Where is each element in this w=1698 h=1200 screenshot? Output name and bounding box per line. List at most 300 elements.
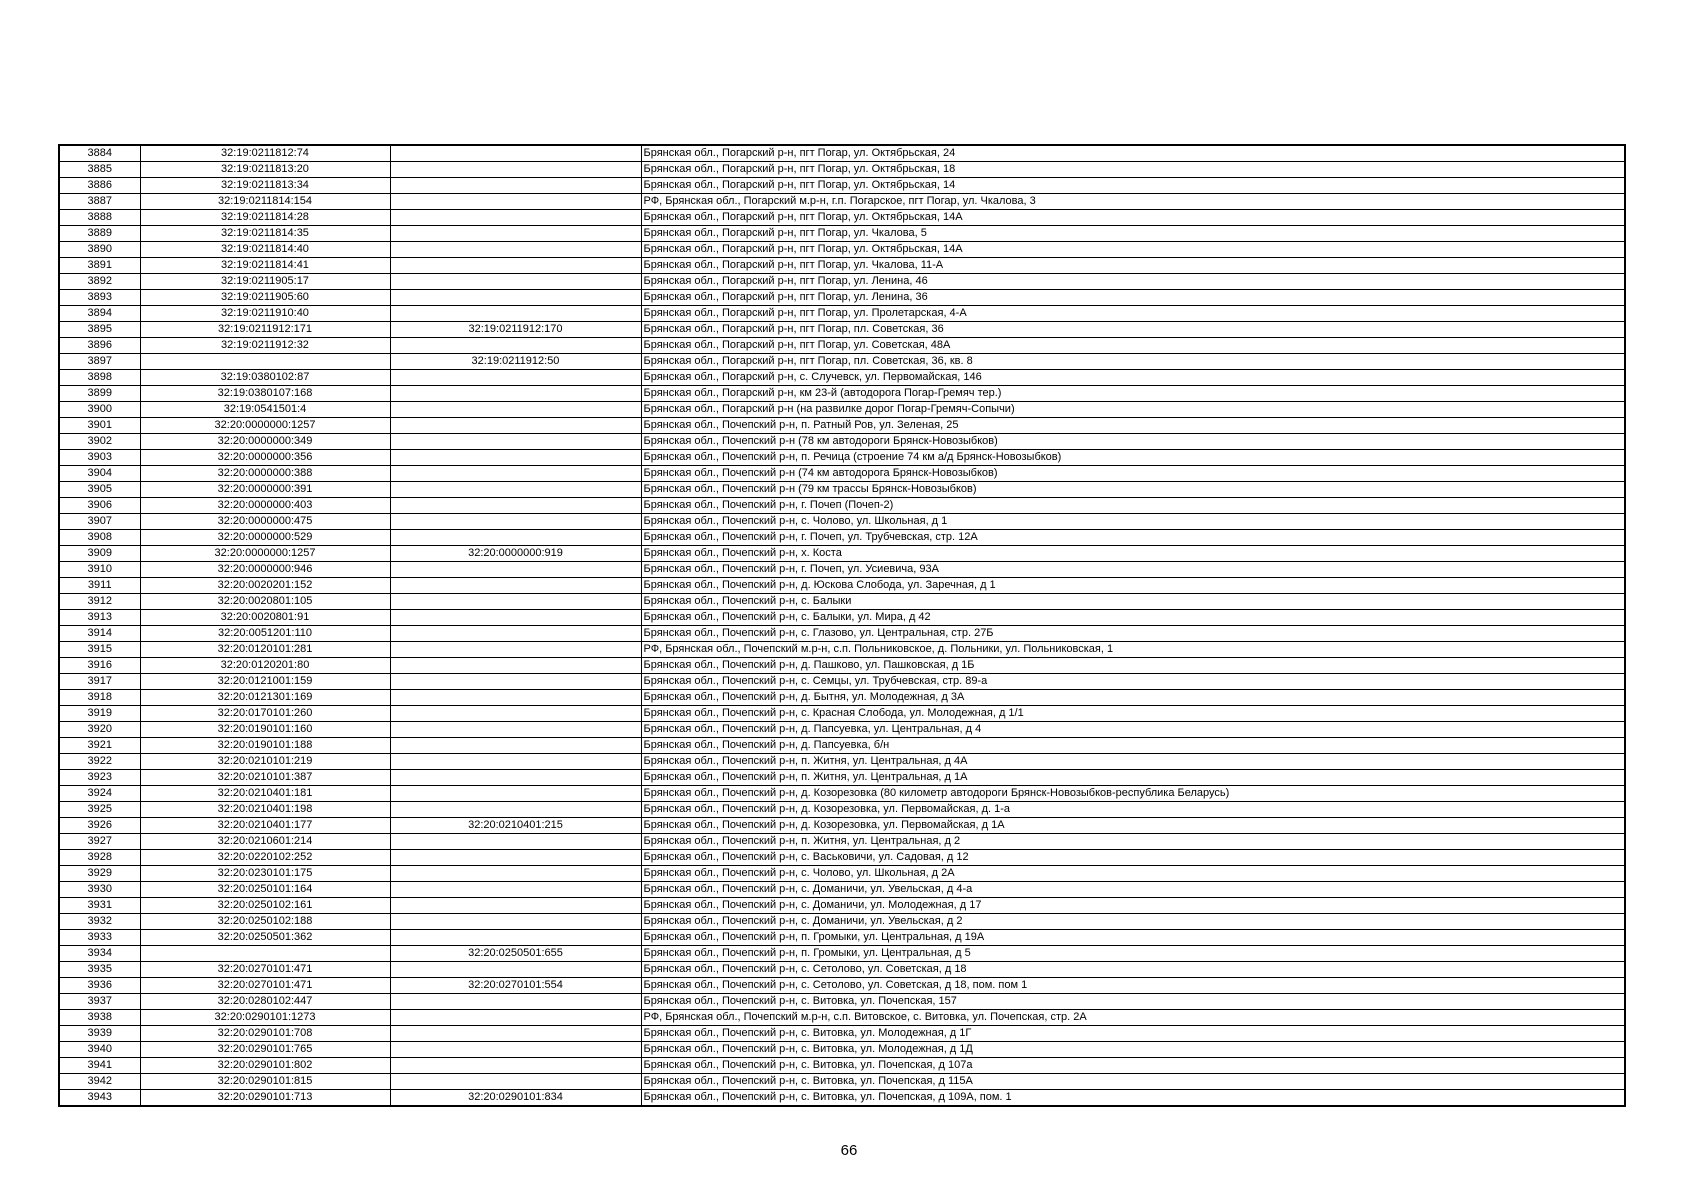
cadastral-number-cell: 32:20:0290101:713	[140, 1090, 390, 1107]
cadastral-number-cell: 32:19:0380102:87	[140, 370, 390, 386]
parent-cadastral-number-cell	[390, 370, 641, 386]
table-row	[59, 226, 1625, 242]
address-cell: Брянская обл., Почепский р-н, п. Громыки, ул. Центральная, д 19А	[641, 930, 1625, 946]
row-number-cell: 3894	[59, 306, 140, 322]
row-number-cell: 3928	[59, 850, 140, 866]
cadastral-number-cell: 32:20:0250501:362	[140, 930, 390, 946]
row-number-cell: 3892	[59, 274, 140, 290]
row-number-cell: 3901	[59, 418, 140, 434]
registry-table	[58, 144, 1626, 1107]
address-cell: Брянская обл., Почепский р-н, д. Козорезовка, ул. Первомайская, д 1А	[641, 818, 1625, 834]
parent-cadastral-number-cell	[390, 882, 641, 898]
row-number-cell: 3943	[59, 1090, 140, 1107]
table-row	[59, 946, 1625, 962]
address-cell: Брянская обл., Почепский р-н, с. Чолово, ул. Школьная, д 2А	[641, 866, 1625, 882]
cadastral-number-cell	[140, 946, 390, 962]
address-cell: Брянская обл., Почепский р-н, г. Почеп, ул. Трубчевская, стр. 12А	[641, 530, 1625, 546]
row-number-cell: 3885	[59, 162, 140, 178]
row-number-cell: 3899	[59, 386, 140, 402]
row-number-cell: 3905	[59, 482, 140, 498]
row-number-cell: 3906	[59, 498, 140, 514]
parent-cadastral-number-cell	[390, 482, 641, 498]
address-cell: Брянская обл., Почепский р-н, г. Почеп (Почеп-2)	[641, 498, 1625, 514]
parent-cadastral-number-cell: 32:19:0211912:50	[390, 354, 641, 370]
cadastral-number-cell: 32:20:0000000:388	[140, 466, 390, 482]
address-cell: Брянская обл., Почепский р-н, с. Витовка, ул. Почепская, д 109А, пом. 1	[641, 1090, 1625, 1107]
address-cell: Брянская обл., Погарский р-н, пгт Погар, ул. Октябрьская, 14А	[641, 210, 1625, 226]
row-number-cell: 3942	[59, 1074, 140, 1090]
table-row	[59, 834, 1625, 850]
cadastral-number-cell: 32:20:0290101:708	[140, 1026, 390, 1042]
parent-cadastral-number-cell	[390, 802, 641, 818]
address-cell: Брянская обл., Погарский р-н, пгт Погар, ул. Ленина, 46	[641, 274, 1625, 290]
address-cell: Брянская обл., Почепский р-н, п. Житня, ул. Центральная, д 1А	[641, 770, 1625, 786]
parent-cadastral-number-cell	[390, 290, 641, 306]
address-cell: Брянская обл., Почепский р-н, д. Пашково, ул. Пашковская, д 1Б	[641, 658, 1625, 674]
row-number-cell: 3934	[59, 946, 140, 962]
row-number-cell: 3907	[59, 514, 140, 530]
address-cell: Брянская обл., Погарский р-н, пгт Погар, ул. Пролетарская, 4-А	[641, 306, 1625, 322]
cadastral-number-cell: 32:20:0121001:159	[140, 674, 390, 690]
parent-cadastral-number-cell	[390, 866, 641, 882]
row-number-cell: 3913	[59, 610, 140, 626]
row-number-cell: 3887	[59, 194, 140, 210]
cadastral-number-cell: 32:19:0211905:60	[140, 290, 390, 306]
row-number-cell: 3900	[59, 402, 140, 418]
parent-cadastral-number-cell	[390, 1042, 641, 1058]
row-number-cell: 3912	[59, 594, 140, 610]
cadastral-number-cell: 32:19:0541501:4	[140, 402, 390, 418]
address-cell: Брянская обл., Почепский р-н, г. Почеп, ул. Усиевича, 93А	[641, 562, 1625, 578]
row-number-cell: 3925	[59, 802, 140, 818]
row-number-cell: 3927	[59, 834, 140, 850]
parent-cadastral-number-cell: 32:20:0210401:215	[390, 818, 641, 834]
table-row	[59, 370, 1625, 386]
table-row	[59, 962, 1625, 978]
cadastral-number-cell: 32:20:0000000:1257	[140, 546, 390, 562]
address-cell: Брянская обл., Почепский р-н, п. Житня, ул. Центральная, д 4А	[641, 754, 1625, 770]
table-row	[59, 546, 1625, 562]
table-row	[59, 145, 1625, 162]
row-number-cell: 3904	[59, 466, 140, 482]
parent-cadastral-number-cell	[390, 1074, 641, 1090]
table-row	[59, 754, 1625, 770]
table-row	[59, 898, 1625, 914]
table-row	[59, 994, 1625, 1010]
cadastral-number-cell: 32:20:0290101:765	[140, 1042, 390, 1058]
address-cell: Брянская обл., Почепский р-н, п. Житня, ул. Центральная, д 2	[641, 834, 1625, 850]
cadastral-number-cell: 32:19:0211814:154	[140, 194, 390, 210]
address-cell: Брянская обл., Почепский р-н, д. Козорезовка, ул. Первомайская, д. 1-а	[641, 802, 1625, 818]
parent-cadastral-number-cell	[390, 898, 641, 914]
table-row	[59, 850, 1625, 866]
table-row	[59, 1026, 1625, 1042]
table-row	[59, 1090, 1625, 1107]
table-row	[59, 402, 1625, 418]
table-row	[59, 578, 1625, 594]
table-row	[59, 306, 1625, 322]
parent-cadastral-number-cell	[390, 770, 641, 786]
cadastral-number-cell: 32:20:0121301:169	[140, 690, 390, 706]
parent-cadastral-number-cell: 32:19:0211912:170	[390, 322, 641, 338]
cadastral-number-cell: 32:20:0190101:188	[140, 738, 390, 754]
address-cell: Брянская обл., Погарский р-н, пгт Погар, пл. Советская, 36, кв. 8	[641, 354, 1625, 370]
cadastral-number-cell: 32:20:0290101:802	[140, 1058, 390, 1074]
table-row	[59, 770, 1625, 786]
address-cell: Брянская обл., Погарский р-н, пгт Погар, ул. Октябрьская, 14	[641, 178, 1625, 194]
row-number-cell: 3884	[59, 145, 140, 162]
cadastral-number-cell: 32:20:0210401:198	[140, 802, 390, 818]
row-number-cell: 3932	[59, 914, 140, 930]
address-cell: Брянская обл., Почепский р-н, д. Юскова Слобода, ул. Заречная, д 1	[641, 578, 1625, 594]
cadastral-number-cell: 32:20:0000000:475	[140, 514, 390, 530]
row-number-cell: 3909	[59, 546, 140, 562]
parent-cadastral-number-cell	[390, 994, 641, 1010]
row-number-cell: 3918	[59, 690, 140, 706]
cadastral-number-cell: 32:20:0280102:447	[140, 994, 390, 1010]
table-row	[59, 338, 1625, 354]
parent-cadastral-number-cell	[390, 674, 641, 690]
cadastral-number-cell: 32:20:0290101:1273	[140, 1010, 390, 1026]
address-cell: Брянская обл., Почепский р-н (79 км трассы Брянск-Новозыбков)	[641, 482, 1625, 498]
table-row	[59, 434, 1625, 450]
cadastral-number-cell: 32:20:0000000:349	[140, 434, 390, 450]
cadastral-number-cell: 32:19:0211912:32	[140, 338, 390, 354]
cadastral-number-cell: 32:20:0120101:281	[140, 642, 390, 658]
cadastral-number-cell: 32:20:0230101:175	[140, 866, 390, 882]
row-number-cell: 3938	[59, 1010, 140, 1026]
cadastral-number-cell: 32:19:0211814:35	[140, 226, 390, 242]
parent-cadastral-number-cell	[390, 226, 641, 242]
address-cell: Брянская обл., Погарский р-н, пгт Погар, ул. Чкалова, 11-А	[641, 258, 1625, 274]
address-cell: Брянская обл., Почепский р-н, с. Доманичи, ул. Увельская, д 4-а	[641, 882, 1625, 898]
row-number-cell: 3935	[59, 962, 140, 978]
table-row	[59, 530, 1625, 546]
row-number-cell: 3888	[59, 210, 140, 226]
parent-cadastral-number-cell	[390, 530, 641, 546]
table-row	[59, 242, 1625, 258]
table-row	[59, 594, 1625, 610]
table-row	[59, 482, 1625, 498]
table-row	[59, 418, 1625, 434]
parent-cadastral-number-cell	[390, 930, 641, 946]
row-number-cell: 3908	[59, 530, 140, 546]
address-cell: Брянская обл., Почепский р-н, с. Васьковичи, ул. Садовая, д 12	[641, 850, 1625, 866]
table-row	[59, 274, 1625, 290]
address-cell: Брянская обл., Погарский р-н, км 23-й (автодорога Погар-Гремяч тер.)	[641, 386, 1625, 402]
cadastral-number-cell: 32:19:0380107:168	[140, 386, 390, 402]
parent-cadastral-number-cell	[390, 1010, 641, 1026]
row-number-cell: 3893	[59, 290, 140, 306]
row-number-cell: 3891	[59, 258, 140, 274]
parent-cadastral-number-cell	[390, 1026, 641, 1042]
table-row	[59, 610, 1625, 626]
parent-cadastral-number-cell	[390, 706, 641, 722]
cadastral-number-cell	[140, 354, 390, 370]
cadastral-number-cell: 32:20:0210601:214	[140, 834, 390, 850]
table-row	[59, 706, 1625, 722]
row-number-cell: 3915	[59, 642, 140, 658]
table-row	[59, 466, 1625, 482]
parent-cadastral-number-cell	[390, 514, 641, 530]
table-row	[59, 866, 1625, 882]
address-cell: Брянская обл., Почепский р-н, п. Ратный Ров, ул. Зеленая, 25	[641, 418, 1625, 434]
parent-cadastral-number-cell	[390, 242, 641, 258]
table-row	[59, 194, 1625, 210]
cadastral-number-cell: 32:20:0190101:160	[140, 722, 390, 738]
parent-cadastral-number-cell	[390, 914, 641, 930]
parent-cadastral-number-cell: 32:20:0000000:919	[390, 546, 641, 562]
address-cell: Брянская обл., Почепский р-н, с. Доманичи, ул. Молодежная, д 17	[641, 898, 1625, 914]
parent-cadastral-number-cell	[390, 962, 641, 978]
table-row	[59, 354, 1625, 370]
table-row	[59, 1058, 1625, 1074]
table-row	[59, 450, 1625, 466]
parent-cadastral-number-cell	[390, 162, 641, 178]
row-number-cell: 3890	[59, 242, 140, 258]
parent-cadastral-number-cell	[390, 626, 641, 642]
row-number-cell: 3902	[59, 434, 140, 450]
row-number-cell: 3895	[59, 322, 140, 338]
row-number-cell: 3939	[59, 1026, 140, 1042]
cadastral-number-cell: 32:20:0051201:110	[140, 626, 390, 642]
cadastral-number-cell: 32:20:0170101:260	[140, 706, 390, 722]
row-number-cell: 3941	[59, 1058, 140, 1074]
table-row	[59, 674, 1625, 690]
table-row	[59, 642, 1625, 658]
table-row	[59, 738, 1625, 754]
parent-cadastral-number-cell	[390, 850, 641, 866]
parent-cadastral-number-cell	[390, 594, 641, 610]
row-number-cell: 3886	[59, 178, 140, 194]
table-row	[59, 562, 1625, 578]
address-cell: Брянская обл., Погарский р-н, пгт Погар, ул. Октябрьская, 24	[641, 145, 1625, 162]
table-row	[59, 930, 1625, 946]
address-cell: Брянская обл., Почепский р-н, с. Балыки	[641, 594, 1625, 610]
address-cell: РФ, Брянская обл., Почепский м.р-н, с.п. Польниковское, д. Польники, ул. Польниковская, 1	[641, 642, 1625, 658]
table-row	[59, 1042, 1625, 1058]
cadastral-number-cell: 32:20:0020801:105	[140, 594, 390, 610]
table-row	[59, 514, 1625, 530]
cadastral-number-cell: 32:19:0211812:74	[140, 145, 390, 162]
row-number-cell: 3889	[59, 226, 140, 242]
address-cell: Брянская обл., Погарский р-н, с. Случевск, ул. Первомайская, 146	[641, 370, 1625, 386]
row-number-cell: 3924	[59, 786, 140, 802]
row-number-cell: 3933	[59, 930, 140, 946]
parent-cadastral-number-cell	[390, 834, 641, 850]
table-row	[59, 786, 1625, 802]
address-cell: РФ, Брянская обл., Погарский м.р-н, г.п. Погарское, пгт Погар, ул. Чкалова, 3	[641, 194, 1625, 210]
table-row	[59, 386, 1625, 402]
row-number-cell: 3911	[59, 578, 140, 594]
row-number-cell: 3920	[59, 722, 140, 738]
cadastral-number-cell: 32:20:0000000:946	[140, 562, 390, 578]
row-number-cell: 3937	[59, 994, 140, 1010]
parent-cadastral-number-cell	[390, 145, 641, 162]
cadastral-number-cell: 32:20:0000000:356	[140, 450, 390, 466]
cadastral-number-cell: 32:20:0210401:177	[140, 818, 390, 834]
parent-cadastral-number-cell	[390, 690, 641, 706]
address-cell: Брянская обл., Почепский р-н, с. Витовка, ул. Молодежная, д 1Г	[641, 1026, 1625, 1042]
parent-cadastral-number-cell	[390, 786, 641, 802]
cadastral-number-cell: 32:20:0290101:815	[140, 1074, 390, 1090]
cadastral-number-cell: 32:20:0020801:91	[140, 610, 390, 626]
parent-cadastral-number-cell	[390, 274, 641, 290]
table-row	[59, 802, 1625, 818]
cadastral-number-cell: 32:20:0000000:529	[140, 530, 390, 546]
parent-cadastral-number-cell: 32:20:0290101:834	[390, 1090, 641, 1107]
parent-cadastral-number-cell	[390, 258, 641, 274]
parent-cadastral-number-cell	[390, 402, 641, 418]
row-number-cell: 3929	[59, 866, 140, 882]
parent-cadastral-number-cell	[390, 610, 641, 626]
cadastral-number-cell: 32:20:0250102:188	[140, 914, 390, 930]
cadastral-number-cell: 32:20:0210401:181	[140, 786, 390, 802]
table-row	[59, 1074, 1625, 1090]
parent-cadastral-number-cell	[390, 578, 641, 594]
row-number-cell: 3898	[59, 370, 140, 386]
cadastral-number-cell: 32:19:0211814:41	[140, 258, 390, 274]
parent-cadastral-number-cell	[390, 178, 641, 194]
table-row	[59, 882, 1625, 898]
address-cell: Брянская обл., Почепский р-н, д. Папсуевка, ул. Центральная, д 4	[641, 722, 1625, 738]
parent-cadastral-number-cell	[390, 450, 641, 466]
table-body	[59, 145, 1625, 1106]
cadastral-number-cell: 32:19:0211813:20	[140, 162, 390, 178]
cadastral-number-cell: 32:19:0211905:17	[140, 274, 390, 290]
address-cell: Брянская обл., Почепский р-н, п. Речица (строение 74 км а/д Брянск-Новозыбков)	[641, 450, 1625, 466]
address-cell: Брянская обл., Погарский р-н, пгт Погар, пл. Советская, 36	[641, 322, 1625, 338]
parent-cadastral-number-cell	[390, 338, 641, 354]
row-number-cell: 3936	[59, 978, 140, 994]
cadastral-number-cell: 32:20:0000000:1257	[140, 418, 390, 434]
row-number-cell: 3910	[59, 562, 140, 578]
row-number-cell: 3903	[59, 450, 140, 466]
parent-cadastral-number-cell	[390, 754, 641, 770]
cadastral-number-cell: 32:20:0020201:152	[140, 578, 390, 594]
address-cell: РФ, Брянская обл., Почепский м.р-н, с.п. Витовское, с. Витовка, ул. Почепская, стр. 2А	[641, 1010, 1625, 1026]
table-row	[59, 290, 1625, 306]
address-cell: Брянская обл., Почепский р-н, с. Сетолово, ул. Советская, д 18	[641, 962, 1625, 978]
table-row	[59, 914, 1625, 930]
row-number-cell: 3922	[59, 754, 140, 770]
address-cell: Брянская обл., Почепский р-н, д. Папсуевка, б/н	[641, 738, 1625, 754]
parent-cadastral-number-cell	[390, 738, 641, 754]
cadastral-number-cell: 32:19:0211910:40	[140, 306, 390, 322]
table-row	[59, 722, 1625, 738]
parent-cadastral-number-cell	[390, 658, 641, 674]
row-number-cell: 3923	[59, 770, 140, 786]
table-row	[59, 658, 1625, 674]
parent-cadastral-number-cell	[390, 466, 641, 482]
address-cell: Брянская обл., Почепский р-н, с. Витовка, ул. Молодежная, д 1Д	[641, 1042, 1625, 1058]
address-cell: Брянская обл., Почепский р-н, с. Семцы, ул. Трубчевская, стр. 89-а	[641, 674, 1625, 690]
parent-cadastral-number-cell	[390, 210, 641, 226]
table-row	[59, 626, 1625, 642]
address-cell: Брянская обл., Почепский р-н, с. Витовка, ул. Почепская, д 115А	[641, 1074, 1625, 1090]
address-cell: Брянская обл., Почепский р-н, с. Глазово, ул. Центральная, стр. 27Б	[641, 626, 1625, 642]
address-cell: Брянская обл., Почепский р-н, х. Коста	[641, 546, 1625, 562]
cadastral-number-cell: 32:20:0250102:161	[140, 898, 390, 914]
cadastral-number-cell: 32:20:0250101:164	[140, 882, 390, 898]
cadastral-number-cell: 32:19:0211813:34	[140, 178, 390, 194]
row-number-cell: 3916	[59, 658, 140, 674]
address-cell: Брянская обл., Погарский р-н, пгт Погар, ул. Советская, 48А	[641, 338, 1625, 354]
address-cell: Брянская обл., Почепский р-н (78 км автодороги Брянск-Новозыбков)	[641, 434, 1625, 450]
address-cell: Брянская обл., Почепский р-н, с. Балыки, ул. Мира, д 42	[641, 610, 1625, 626]
page-number: 66	[840, 1142, 858, 1159]
cadastral-number-cell: 32:20:0000000:403	[140, 498, 390, 514]
table-row	[59, 322, 1625, 338]
address-cell: Брянская обл., Почепский р-н, д. Бытня, ул. Молодежная, д 3А	[641, 690, 1625, 706]
row-number-cell: 3940	[59, 1042, 140, 1058]
parent-cadastral-number-cell	[390, 498, 641, 514]
cadastral-number-cell: 32:20:0220102:252	[140, 850, 390, 866]
address-cell: Брянская обл., Почепский р-н, с. Доманичи, ул. Увельская, д 2	[641, 914, 1625, 930]
table-row	[59, 162, 1625, 178]
address-cell: Брянская обл., Погарский р-н (на развилке дорог Погар-Гремяч-Сопычи)	[641, 402, 1625, 418]
table-row	[59, 818, 1625, 834]
table-row	[59, 690, 1625, 706]
cadastral-number-cell: 32:19:0211814:40	[140, 242, 390, 258]
address-cell: Брянская обл., Почепский р-н (74 км автодорога Брянск-Новозыбков)	[641, 466, 1625, 482]
table-row	[59, 498, 1625, 514]
cadastral-number-cell: 32:20:0270101:471	[140, 978, 390, 994]
table-row	[59, 210, 1625, 226]
row-number-cell: 3926	[59, 818, 140, 834]
row-number-cell: 3897	[59, 354, 140, 370]
address-cell: Брянская обл., Погарский р-н, пгт Погар, ул. Октябрьская, 14А	[641, 242, 1625, 258]
address-cell: Брянская обл., Почепский р-н, п. Громыки, ул. Центральная, д 5	[641, 946, 1625, 962]
cadastral-number-cell: 32:20:0210101:387	[140, 770, 390, 786]
cadastral-number-cell: 32:19:0211912:171	[140, 322, 390, 338]
address-cell: Брянская обл., Погарский р-н, пгт Погар, ул. Чкалова, 5	[641, 226, 1625, 242]
parent-cadastral-number-cell: 32:20:0270101:554	[390, 978, 641, 994]
parent-cadastral-number-cell	[390, 418, 641, 434]
cadastral-number-cell: 32:20:0270101:471	[140, 962, 390, 978]
row-number-cell: 3917	[59, 674, 140, 690]
table-row	[59, 258, 1625, 274]
table-row	[59, 1010, 1625, 1026]
parent-cadastral-number-cell	[390, 562, 641, 578]
parent-cadastral-number-cell	[390, 306, 641, 322]
parent-cadastral-number-cell	[390, 642, 641, 658]
parent-cadastral-number-cell	[390, 194, 641, 210]
cadastral-number-cell: 32:20:0120201:80	[140, 658, 390, 674]
address-cell: Брянская обл., Почепский р-н, с. Красная Слобода, ул. Молодежная, д 1/1	[641, 706, 1625, 722]
cadastral-number-cell: 32:19:0211814:28	[140, 210, 390, 226]
table-row	[59, 978, 1625, 994]
address-cell: Брянская обл., Почепский р-н, с. Витовка, ул. Почепская, д 107а	[641, 1058, 1625, 1074]
cadastral-number-cell: 32:20:0000000:391	[140, 482, 390, 498]
parent-cadastral-number-cell	[390, 386, 641, 402]
address-cell: Брянская обл., Почепский р-н, с. Сетолово, ул. Советская, д 18, пом. пом 1	[641, 978, 1625, 994]
row-number-cell: 3931	[59, 898, 140, 914]
parent-cadastral-number-cell: 32:20:0250501:655	[390, 946, 641, 962]
address-cell: Брянская обл., Почепский р-н, с. Чолово, ул. Школьная, д 1	[641, 514, 1625, 530]
parent-cadastral-number-cell	[390, 434, 641, 450]
row-number-cell: 3921	[59, 738, 140, 754]
row-number-cell: 3914	[59, 626, 140, 642]
address-cell: Брянская обл., Почепский р-н, д. Козорезовка (80 километр автодороги Брянск-Новозыбков-республика Беларусь)	[641, 786, 1625, 802]
address-cell: Брянская обл., Погарский р-н, пгт Погар, ул. Ленина, 36	[641, 290, 1625, 306]
address-cell: Брянская обл., Почепский р-н, с. Витовка, ул. Почепская, 157	[641, 994, 1625, 1010]
parent-cadastral-number-cell	[390, 722, 641, 738]
row-number-cell: 3930	[59, 882, 140, 898]
row-number-cell: 3919	[59, 706, 140, 722]
address-cell: Брянская обл., Погарский р-н, пгт Погар, ул. Октябрьская, 18	[641, 162, 1625, 178]
table-row	[59, 178, 1625, 194]
